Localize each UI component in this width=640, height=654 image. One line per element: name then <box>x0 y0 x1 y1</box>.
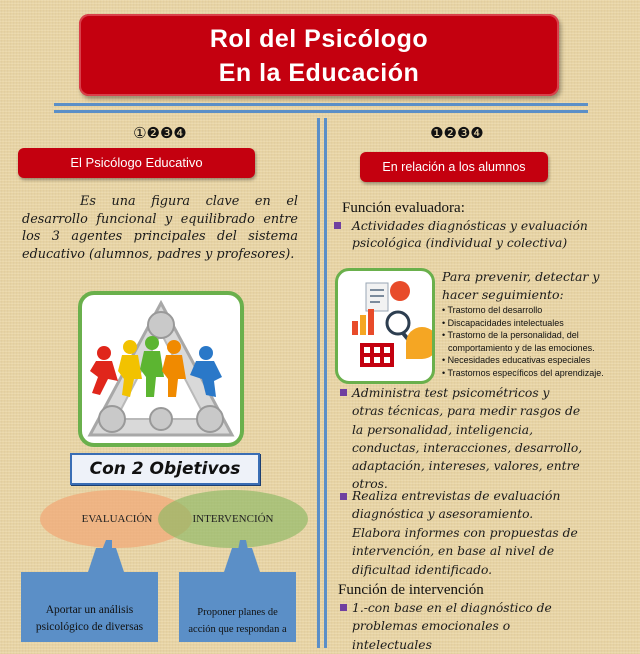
objectives-label: Con 2 Objetivos <box>70 453 260 485</box>
divider-line-bottom <box>54 110 588 113</box>
list-item: • Discapacidades intelectuales <box>442 317 564 328</box>
list-item-text: Necesidades educativas especiales <box>447 355 591 365</box>
list-item-text: Trastornos específicos del aprendizaje. <box>447 367 604 378</box>
intervention-description-text: Proponer planes de acción que respondan a <box>188 607 287 635</box>
list-item: • Trastorno del desarrollo <box>442 305 543 315</box>
arrow-connectors <box>20 536 320 576</box>
intervention-label: INTERVENCIÓN <box>192 513 274 525</box>
evaluation-label: EVALUACIÓN <box>81 513 153 525</box>
analysis-illustration <box>335 268 435 384</box>
list-item-text: Trastorno del desarrollo <box>447 305 543 315</box>
intro-paragraph: Es una figura clave en el desarrollo funcional y equilibrado entre los 3 agentes principales del sistema educativo (alumnos, padres y profesores). <box>22 194 298 262</box>
column-divider-right <box>324 118 327 648</box>
charts-report-icon <box>338 271 432 381</box>
evaluation-function-heading: Función evaluadora: <box>342 200 465 216</box>
bullet-marker <box>340 604 347 611</box>
disorders-list <box>442 304 634 379</box>
prevent-detect-text: Para prevenir, detectar y hacer seguimiento: <box>442 269 600 302</box>
bullet-marker <box>340 493 347 500</box>
people-triangle-icon <box>82 295 240 443</box>
evaluation-description-box <box>21 572 158 642</box>
list-item-text: Trastorno de la personalidad, del comportamiento y de las emociones. <box>447 330 595 353</box>
right-section-tab: En relación a los alumnos <box>360 152 548 182</box>
list-item: • Necesidades educativas especiales <box>442 355 591 365</box>
intervention-function-heading: Función de intervención <box>338 582 484 598</box>
left-section-tab: El Psicólogo Educativo <box>18 148 255 178</box>
bullet-intervention-diagnosis: 1.-con base en el diagnóstico de problemas emocionales o intelectuales <box>352 601 552 652</box>
left-number-markers: ①❷❸❹ <box>133 124 187 142</box>
bullet-reports: Elabora informes con propuestas de intervención, en base al nivel de dificultad identificado. <box>352 526 578 577</box>
title-line-2: En la Educación <box>218 59 420 87</box>
right-number-markers: ❶❷❸❹ <box>430 124 484 142</box>
bullet-interviews: Realiza entrevistas de evaluación diagnóstica y asesoramiento. <box>352 489 561 522</box>
bullet-marker <box>340 389 347 396</box>
collaboration-illustration <box>78 291 244 447</box>
title-banner <box>79 14 559 96</box>
list-item: • Trastorno de la personalidad, del comportamiento y de las emociones. <box>442 330 595 353</box>
title-line-1: Rol del Psicólogo <box>209 25 429 53</box>
divider-line-top <box>54 103 588 106</box>
bullet-diagnostic-activities: Actividades diagnósticas y evaluación psicológica (individual y colectiva) <box>352 219 588 250</box>
list-item: • Trastornos específicos del aprendizaje. <box>442 367 604 378</box>
bullet-psychometric-tests: Administra test psicométricos y otras técnicas, para medir rasgos de la personalidad, inteligencia, conductas, interacciones, desarrollo, adaptación, intereses, valores, entre otros. <box>352 386 583 492</box>
list-item-text: Discapacidades intelectuales <box>447 317 564 328</box>
intervention-description-box <box>179 572 296 642</box>
bullet-marker <box>334 222 341 229</box>
evaluation-description-text: Aportar un análisis psicológico de diversas <box>35 604 144 633</box>
